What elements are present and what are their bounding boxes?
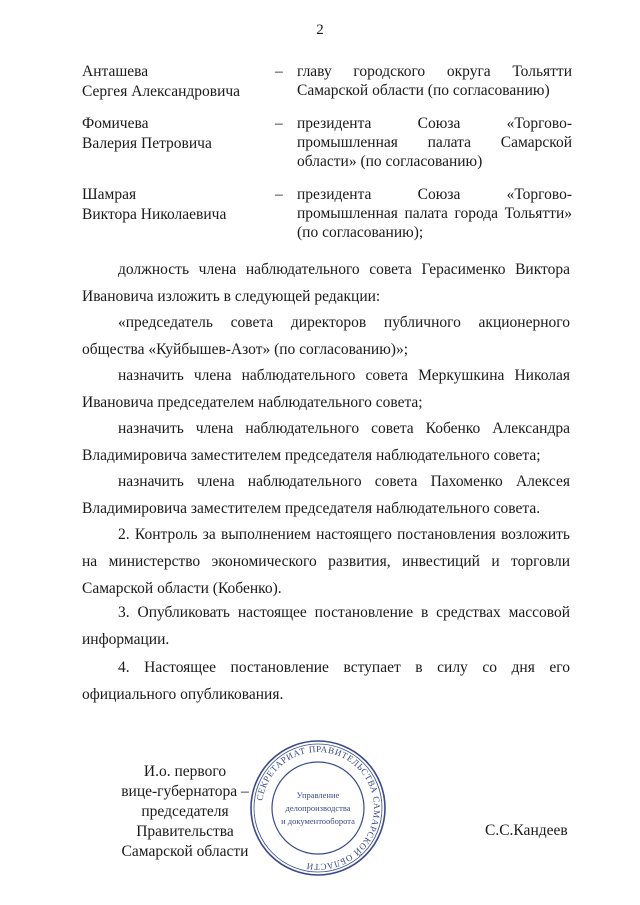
signature-title-line: И.о. первого xyxy=(143,763,227,780)
body-paragraph: назначить члена наблюдательного совета Меркушкина Николая Ивановича председателем наблюдательного совета; xyxy=(82,367,570,411)
body-paragraph: 3. Опубликовать настоящее постановление в средствах массовой информации. xyxy=(82,604,570,648)
appointee-dash: – xyxy=(275,115,283,132)
appointee-surname: Шамрая xyxy=(82,186,137,203)
body-paragraph: назначить члена наблюдательного совета Пахоменко Алексея Владимировича заместителем председателя наблюдательного совета. xyxy=(82,473,570,517)
body-paragraph: «председатель совета директоров публичного акционерного общества «Куйбышев-Азот» (по согласованию)»; xyxy=(82,314,570,358)
appointee-role: президента Союза «Торгово-промышленная палата города Тольятти» (по согласованию); xyxy=(297,186,572,241)
appointee-given-names: Валерия Петровича xyxy=(82,135,212,152)
appointee-entry xyxy=(82,185,572,245)
appointee-name xyxy=(82,185,262,225)
appointee-entry xyxy=(82,114,572,174)
body-paragraph: должность члена наблюдательного совета Герасименко Виктора Ивановича изложить в следующей редакции: xyxy=(82,261,570,305)
appointee-entry xyxy=(82,62,572,122)
appointee-surname: Фомичева xyxy=(82,115,149,132)
page-number: 2 xyxy=(316,22,324,38)
signer-name: С.С.Кандеев xyxy=(485,822,568,839)
appointee-role: главу городского округа Тольятти Самарской области (по согласованию) xyxy=(297,63,572,99)
stamp-center-line: делопроизводства xyxy=(285,803,351,813)
body-paragraph: назначить члена наблюдательного совета Кобенко Александра Владимировича заместителем председателя наблюдательного совета; xyxy=(82,420,570,464)
appointee-surname: Анташева xyxy=(82,63,149,80)
appointee-dash: – xyxy=(275,63,283,80)
signature-title-line: вице-губернатора – xyxy=(121,783,249,800)
appointee-name xyxy=(82,62,262,102)
appointee-role: президента Союза «Торгово-промышленная палата Самарской области» (по согласованию) xyxy=(297,115,572,170)
official-stamp xyxy=(248,738,388,878)
body-paragraph: 4. Настоящее постановление вступает в силу со дня его официального опубликования. xyxy=(82,659,570,703)
signature-title-line: Самарской области xyxy=(121,843,249,860)
body-paragraph: 2. Контроль за выполнением настоящего постановления возложить на министерство экономического развития, инвестиций и торговли Самарской области (Кобенко). xyxy=(82,526,570,597)
appointee-given-names: Виктора Николаевича xyxy=(82,206,227,223)
appointee-dash: – xyxy=(275,186,283,203)
appointee-name xyxy=(82,114,262,154)
stamp-center-line: и документооборота xyxy=(281,816,355,826)
stamp-center-line: Управление xyxy=(296,790,340,800)
signature-title-line: председателя Правительства xyxy=(136,803,234,840)
appointee-given-names: Сергея Александровича xyxy=(82,83,241,100)
stamp-ring-text: СЕКРЕТАРИАТ ПРАВИТЕЛЬСТВА САМАРСКОЙ ОБЛАСТИ xyxy=(254,743,383,873)
